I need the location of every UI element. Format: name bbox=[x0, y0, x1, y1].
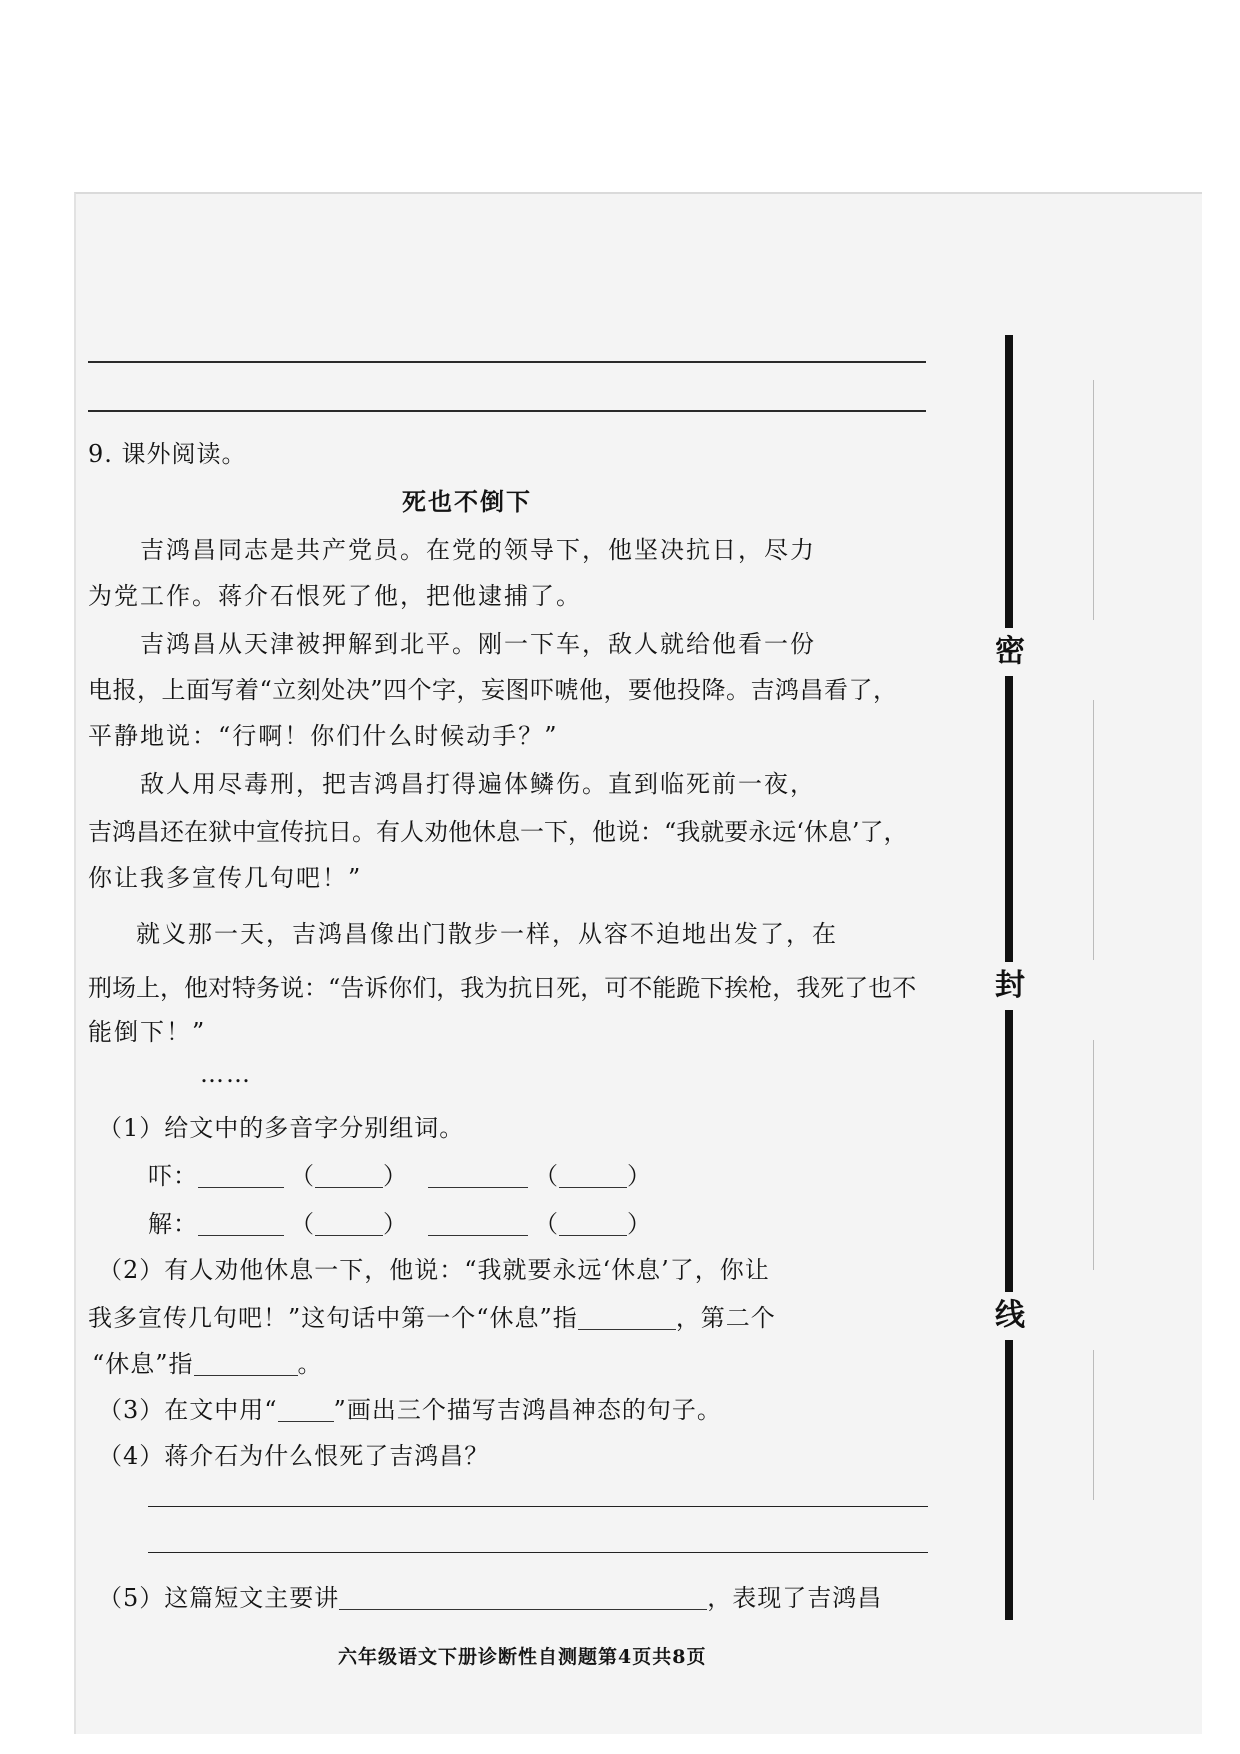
paren-open: （ bbox=[290, 1210, 315, 1238]
paren-close: ） bbox=[383, 1162, 408, 1190]
paren-open: （ bbox=[534, 1162, 559, 1190]
seal-char-mi: 密 bbox=[986, 628, 1034, 676]
sub3-text: ”画出三个描写吉鸿昌神态的句子。 bbox=[333, 1396, 722, 1424]
sub2-text: 我多宣传几句吧！”这句话中第一个“休息”指 bbox=[88, 1304, 578, 1332]
sub3-prompt bbox=[98, 1390, 722, 1425]
sub1-blank[interactable] bbox=[198, 1211, 284, 1236]
paren-open: （ bbox=[534, 1210, 559, 1238]
paren-open: （ bbox=[290, 1162, 315, 1190]
sub1-blank[interactable] bbox=[315, 1211, 383, 1236]
paren-close: ） bbox=[627, 1210, 652, 1238]
sub4-prompt: （4）蒋介石为什么恨死了吉鸿昌？ bbox=[98, 1442, 490, 1470]
sub5-text: （5）这篇短文主要讲 bbox=[98, 1584, 340, 1612]
info-column-rule bbox=[1093, 1040, 1094, 1270]
sub1-blank[interactable] bbox=[428, 1211, 528, 1236]
info-column-rule bbox=[1093, 380, 1094, 620]
sub2-blank-first[interactable] bbox=[578, 1305, 676, 1330]
sub1-char-jie: 解： bbox=[148, 1210, 198, 1238]
info-column-rule bbox=[1093, 1350, 1094, 1500]
sub4-answer-line-1[interactable] bbox=[148, 1506, 928, 1507]
passage-line-7: 吉鸿昌还在狱中宣传抗日。有人劝他休息一下，他说：“我就要永远‘休息’了， bbox=[88, 818, 908, 846]
sub4-answer-line-2[interactable] bbox=[148, 1552, 928, 1553]
sub2-line-3 bbox=[92, 1344, 323, 1379]
passage-line-8: 你让我多宣传几句吧！” bbox=[88, 864, 363, 892]
sub3-text: （3）在文中用“ bbox=[98, 1396, 278, 1424]
sub1-row-xia bbox=[148, 1156, 652, 1191]
page-footer: 六年级语文下册诊断性自测题第4页共8页 bbox=[338, 1646, 707, 1668]
sub1-row-jie bbox=[148, 1204, 652, 1239]
sub1-blank[interactable] bbox=[428, 1163, 528, 1188]
header-rule-top bbox=[88, 361, 926, 363]
sub2-blank-second[interactable] bbox=[194, 1351, 298, 1376]
info-column-rule bbox=[1093, 700, 1094, 960]
paren-close: ） bbox=[627, 1162, 652, 1190]
header-rule-bottom bbox=[88, 410, 926, 412]
question-title: 9. 课外阅读。 bbox=[88, 440, 247, 468]
seal-char-feng: 封 bbox=[986, 962, 1034, 1010]
story-title: 死也不倒下 bbox=[402, 487, 532, 516]
sub2-text: ，第二个 bbox=[675, 1304, 776, 1332]
passage-ellipsis: …… bbox=[200, 1060, 252, 1088]
sub5-blank[interactable] bbox=[339, 1585, 707, 1610]
sub3-line-sample bbox=[278, 1397, 334, 1422]
sub1-prompt: （1）给文中的多音字分别组词。 bbox=[98, 1114, 465, 1142]
sub1-blank[interactable] bbox=[559, 1163, 627, 1188]
passage-line-6: 敌人用尽毒刑，把吉鸿昌打得遍体鳞伤。直到临死前一夜， bbox=[140, 770, 816, 798]
passage-line-2: 为党工作。蒋介石恨死了他，把他逮捕了。 bbox=[88, 582, 582, 610]
seal-char-xian: 线 bbox=[986, 1292, 1034, 1340]
sub2-line-2 bbox=[88, 1298, 776, 1333]
passage-line-11: 能倒下！” bbox=[88, 1018, 207, 1046]
sub5-text: ，表现了吉鸿昌 bbox=[707, 1584, 883, 1612]
passage-line-3: 吉鸿昌从天津被押解到北平。刚一下车，敌人就给他看一份 bbox=[140, 630, 816, 658]
passage-line-4: 电报，上面写着“立刻处决”四个字，妄图吓唬他，要他投降。吉鸿昌看了， bbox=[88, 676, 898, 704]
sub2-line-1: （2）有人劝他休息一下，他说：“我就要永远‘休息’了，你让 bbox=[98, 1256, 770, 1284]
sub2-text: 。 bbox=[297, 1350, 323, 1378]
paren-close: ） bbox=[383, 1210, 408, 1238]
sub5-prompt bbox=[98, 1578, 882, 1613]
sub1-blank[interactable] bbox=[198, 1163, 284, 1188]
passage-line-5: 平静地说：“行啊！你们什么时候动手？” bbox=[88, 722, 559, 750]
passage-line-10: 刑场上，他对特务说：“告诉你们，我为抗日死，可不能跪下挨枪，我死了也不 bbox=[88, 974, 917, 1002]
passage-line-1: 吉鸿昌同志是共产党员。在党的领导下，他坚决抗日，尽力 bbox=[140, 536, 816, 564]
passage-line-9: 就义那一天，吉鸿昌像出门散步一样，从容不迫地出发了，在 bbox=[136, 920, 838, 948]
sub1-blank[interactable] bbox=[315, 1163, 383, 1188]
sub1-blank[interactable] bbox=[559, 1211, 627, 1236]
sub1-char-xia: 吓： bbox=[148, 1162, 198, 1190]
sub2-text: “休息”指 bbox=[92, 1350, 194, 1378]
